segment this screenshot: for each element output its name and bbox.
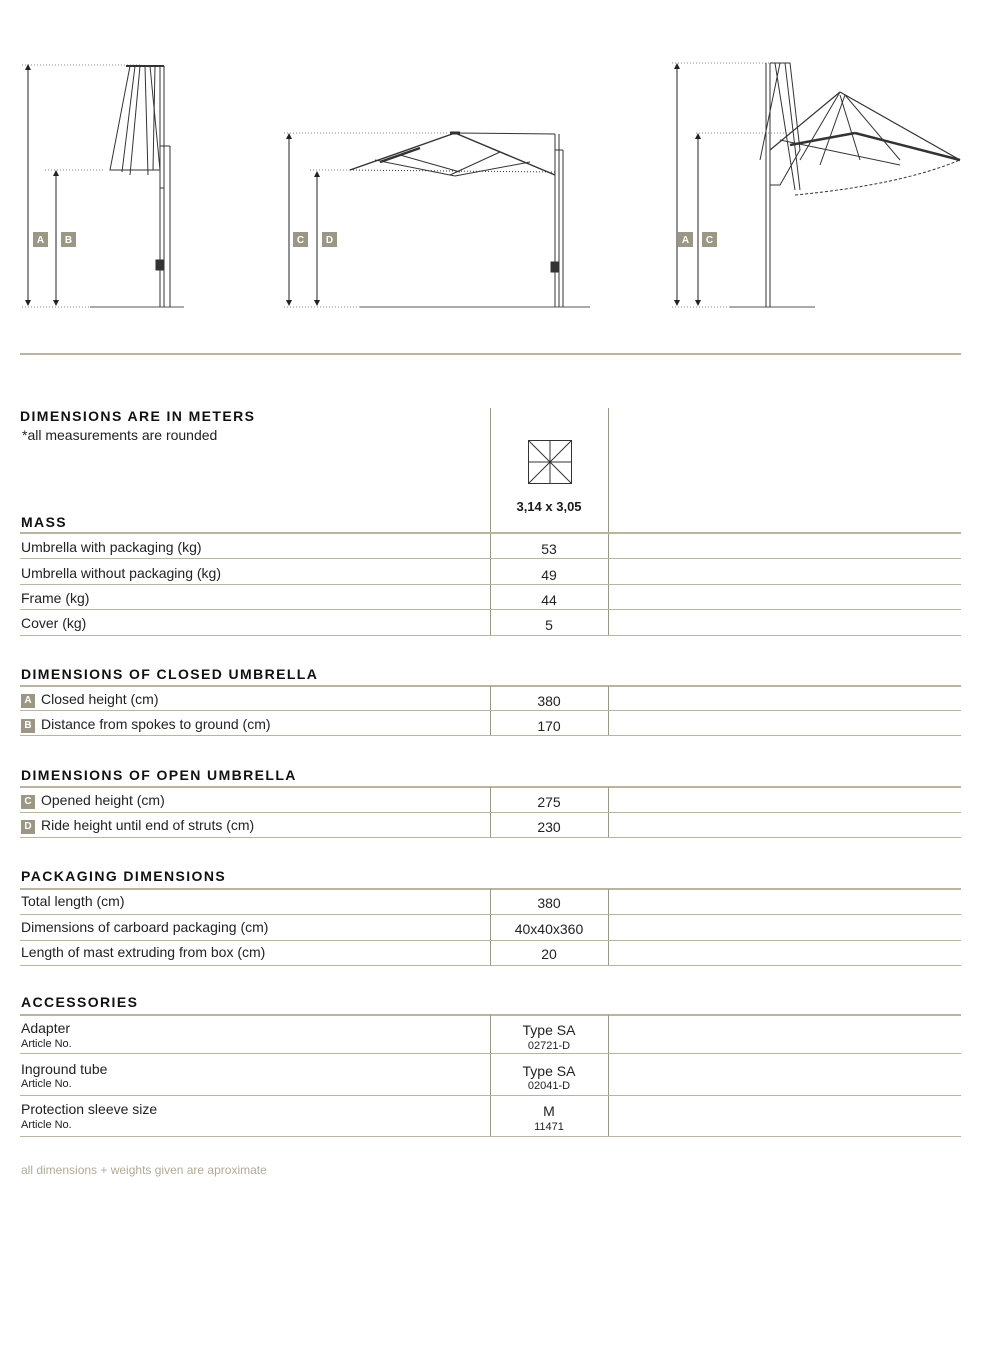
row-value: 5 xyxy=(545,617,553,633)
umbrella-size: 3,14 x 3,05 xyxy=(516,499,582,514)
row-value: 170 xyxy=(537,718,561,734)
page-title: DIMENSIONS ARE IN METERS xyxy=(20,408,256,424)
badge-D: D xyxy=(21,820,35,834)
rule xyxy=(20,1053,961,1054)
row-value: M xyxy=(543,1103,555,1119)
row-label: Inground tube xyxy=(21,1061,108,1077)
badge-B-closed: B xyxy=(64,235,73,246)
row-subvalue: 02721-D xyxy=(527,1040,571,1052)
rule xyxy=(20,584,961,585)
rounding-note: *all measurements are rounded xyxy=(22,427,218,443)
section-title-open: DIMENSIONS OF OPEN UMBRELLA xyxy=(21,767,297,783)
row-label: Frame (kg) xyxy=(21,590,90,606)
row-sublabel: Article No. xyxy=(21,1119,72,1131)
column-divider xyxy=(608,408,609,636)
row-label xyxy=(21,691,159,708)
top-divider xyxy=(20,353,961,355)
badge-C-tilted: C xyxy=(705,235,714,246)
row-label: Protection sleeve size xyxy=(21,1101,158,1117)
badge-C: C xyxy=(21,795,35,809)
row-sublabel: Article No. xyxy=(21,1078,72,1090)
row-value: 20 xyxy=(541,946,557,962)
umbrella-top-view-icon xyxy=(528,440,572,484)
column-divider xyxy=(608,889,609,966)
row-label xyxy=(21,716,271,733)
row-label-text: Distance from spokes to ground (cm) xyxy=(41,716,271,732)
badge-B: B xyxy=(21,719,35,733)
row-label: Cover (kg) xyxy=(21,615,87,631)
rule xyxy=(20,914,961,915)
umbrella-diagrams xyxy=(0,0,981,330)
row-subvalue: 11471 xyxy=(534,1121,564,1133)
row-value: 230 xyxy=(537,819,561,835)
row-label xyxy=(21,792,165,809)
row-label: Umbrella without packaging (kg) xyxy=(21,565,221,581)
tilted-umbrella-diagram xyxy=(672,63,960,307)
row-sublabel: Article No. xyxy=(21,1038,72,1050)
row-value: 44 xyxy=(541,592,557,608)
rule xyxy=(20,1136,961,1137)
row-label-text: Closed height (cm) xyxy=(41,691,159,707)
closed-umbrella-diagram xyxy=(22,65,184,307)
section-title-accessories: ACCESSORIES xyxy=(21,994,139,1010)
row-value: 275 xyxy=(537,794,561,810)
rule xyxy=(20,532,961,534)
rule xyxy=(20,940,961,941)
row-value: Type SA xyxy=(522,1022,576,1038)
badge-C-open: C xyxy=(296,235,305,246)
row-value: 53 xyxy=(541,541,557,557)
badge-A-tilted: A xyxy=(681,235,690,246)
open-umbrella-diagram xyxy=(284,133,590,307)
row-value: 380 xyxy=(537,895,561,911)
row-value: 40x40x360 xyxy=(514,921,584,937)
row-label: Adapter xyxy=(21,1020,71,1036)
rule xyxy=(20,837,961,838)
row-label: Total length (cm) xyxy=(21,893,125,909)
row-value: 49 xyxy=(541,567,557,583)
section-title-packaging: PACKAGING DIMENSIONS xyxy=(21,868,227,884)
badge-D-open: D xyxy=(325,235,334,246)
row-label-text: Opened height (cm) xyxy=(41,792,165,808)
row-value: Type SA xyxy=(522,1063,576,1079)
rule xyxy=(20,812,961,813)
rule xyxy=(20,635,961,636)
rule xyxy=(20,735,961,736)
row-value: 380 xyxy=(537,693,561,709)
rule xyxy=(20,609,961,610)
diagram-badges xyxy=(33,232,717,247)
column-divider xyxy=(608,1015,609,1136)
rule xyxy=(20,1095,961,1096)
rule xyxy=(20,558,961,559)
rule xyxy=(20,965,961,966)
badge-A-closed: A xyxy=(36,235,45,246)
row-label xyxy=(21,817,254,834)
row-subvalue: 02041-D xyxy=(527,1080,571,1092)
row-label: Length of mast extruding from box (cm) xyxy=(21,944,266,960)
row-label-text: Ride height until end of struts (cm) xyxy=(41,817,255,833)
badge-A: A xyxy=(21,694,35,708)
rule xyxy=(20,710,961,711)
row-label: Dimensions of carboard packaging (cm) xyxy=(21,919,269,935)
footnote: all dimensions + weights given are aproximate xyxy=(21,1163,267,1177)
row-label: Umbrella with packaging (kg) xyxy=(21,539,202,555)
section-title-mass: MASS xyxy=(21,514,68,530)
section-title-closed: DIMENSIONS OF CLOSED UMBRELLA xyxy=(21,666,319,682)
